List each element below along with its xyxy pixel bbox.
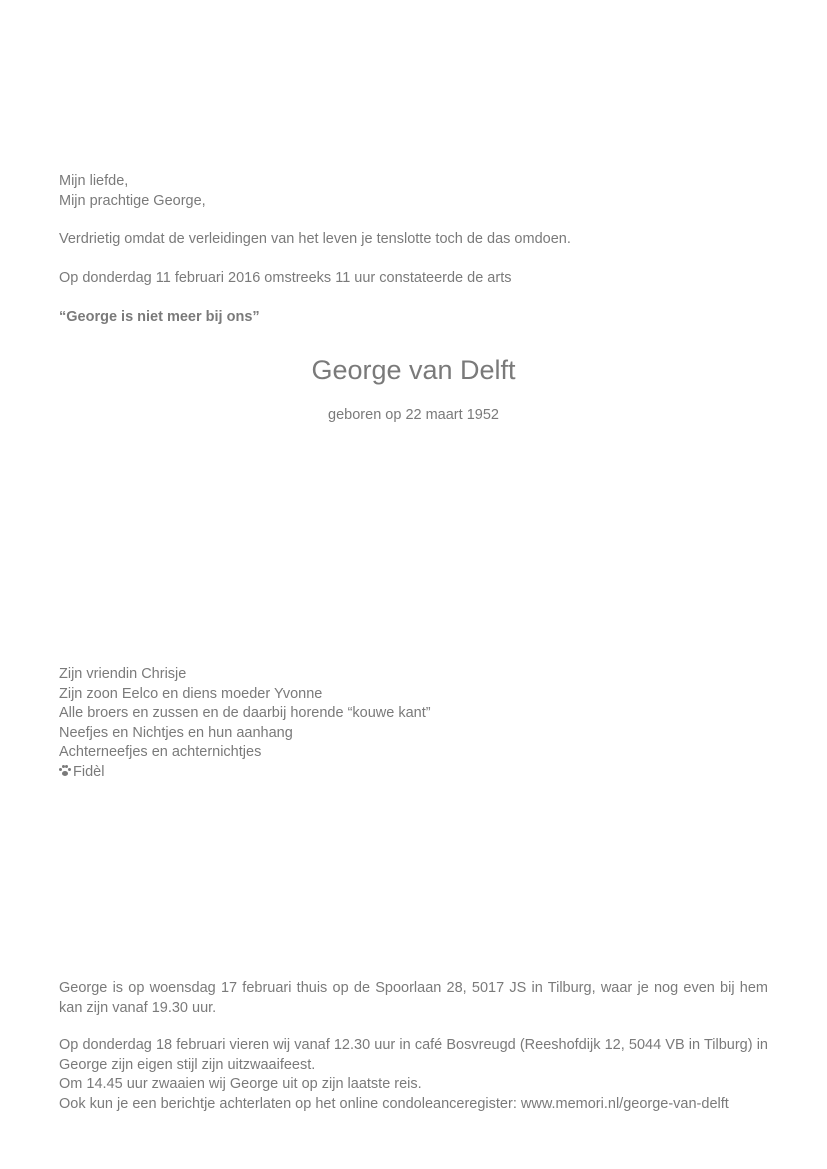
family-member: Zijn zoon Eelco en diens moeder Yvonne [59,685,323,702]
family-member: Achterneefjes en achternichtjes [59,744,262,760]
quote-text: “George is niet meer bij ons” [59,309,260,325]
birth-date: geboren op 22 maart 1952 [328,407,499,423]
farewell-paragraph [59,1036,768,1114]
pet-name: Fidèl [73,763,105,780]
celebration-text: Op donderdag 18 februari vieren wij vanaf 12.30 uur in café Bosvreugd (Reeshofdijk 12, 5044 VB in Tilburg) in George zijn eigen stijl zijn uitzwaaifeest. [59,1037,768,1073]
deceased-name: George van Delft [311,355,516,385]
pet-line [59,763,768,783]
salutation-line-2: Mijn prachtige George, [59,192,206,209]
quote-line [59,308,768,328]
announcement-text: Op donderdag 11 februari 2016 omstreeks 11 uur constateerde de arts [59,270,512,286]
intro-section [59,172,768,211]
condolence-text: Ook kun je een berichtje achterlaten op het online condoleanceregister: www.memori.nl/george-van-delft [59,1095,729,1112]
sorrow-text: Verdrietig omdat de verleidingen van het leven je tenslotte toch de das omdoen. [59,231,571,247]
family-member: Alle broers en zussen en de daarbij horende “kouwe kant” [59,705,431,721]
sorrow-line [59,230,768,250]
family-member: Zijn vriendin Chrisje [59,666,187,682]
paw-icon [59,765,71,777]
announcement-line [59,269,768,289]
family-list [59,665,768,782]
family-member: Neefjes en Nichtjes en hun aanhang [59,724,293,741]
salutation-line-1: Mijn liefde, [59,173,129,189]
visiting-paragraph: George is op woensdag 17 februari thuis op de Spoorlaan 28, 5017 JS in Tilburg, waar je nog even bij hem kan zijn vanaf 19.30 uur. [59,980,768,1016]
departure-text: Om 14.45 uur zwaaien wij George uit op zijn laatste reis. [59,1076,422,1092]
